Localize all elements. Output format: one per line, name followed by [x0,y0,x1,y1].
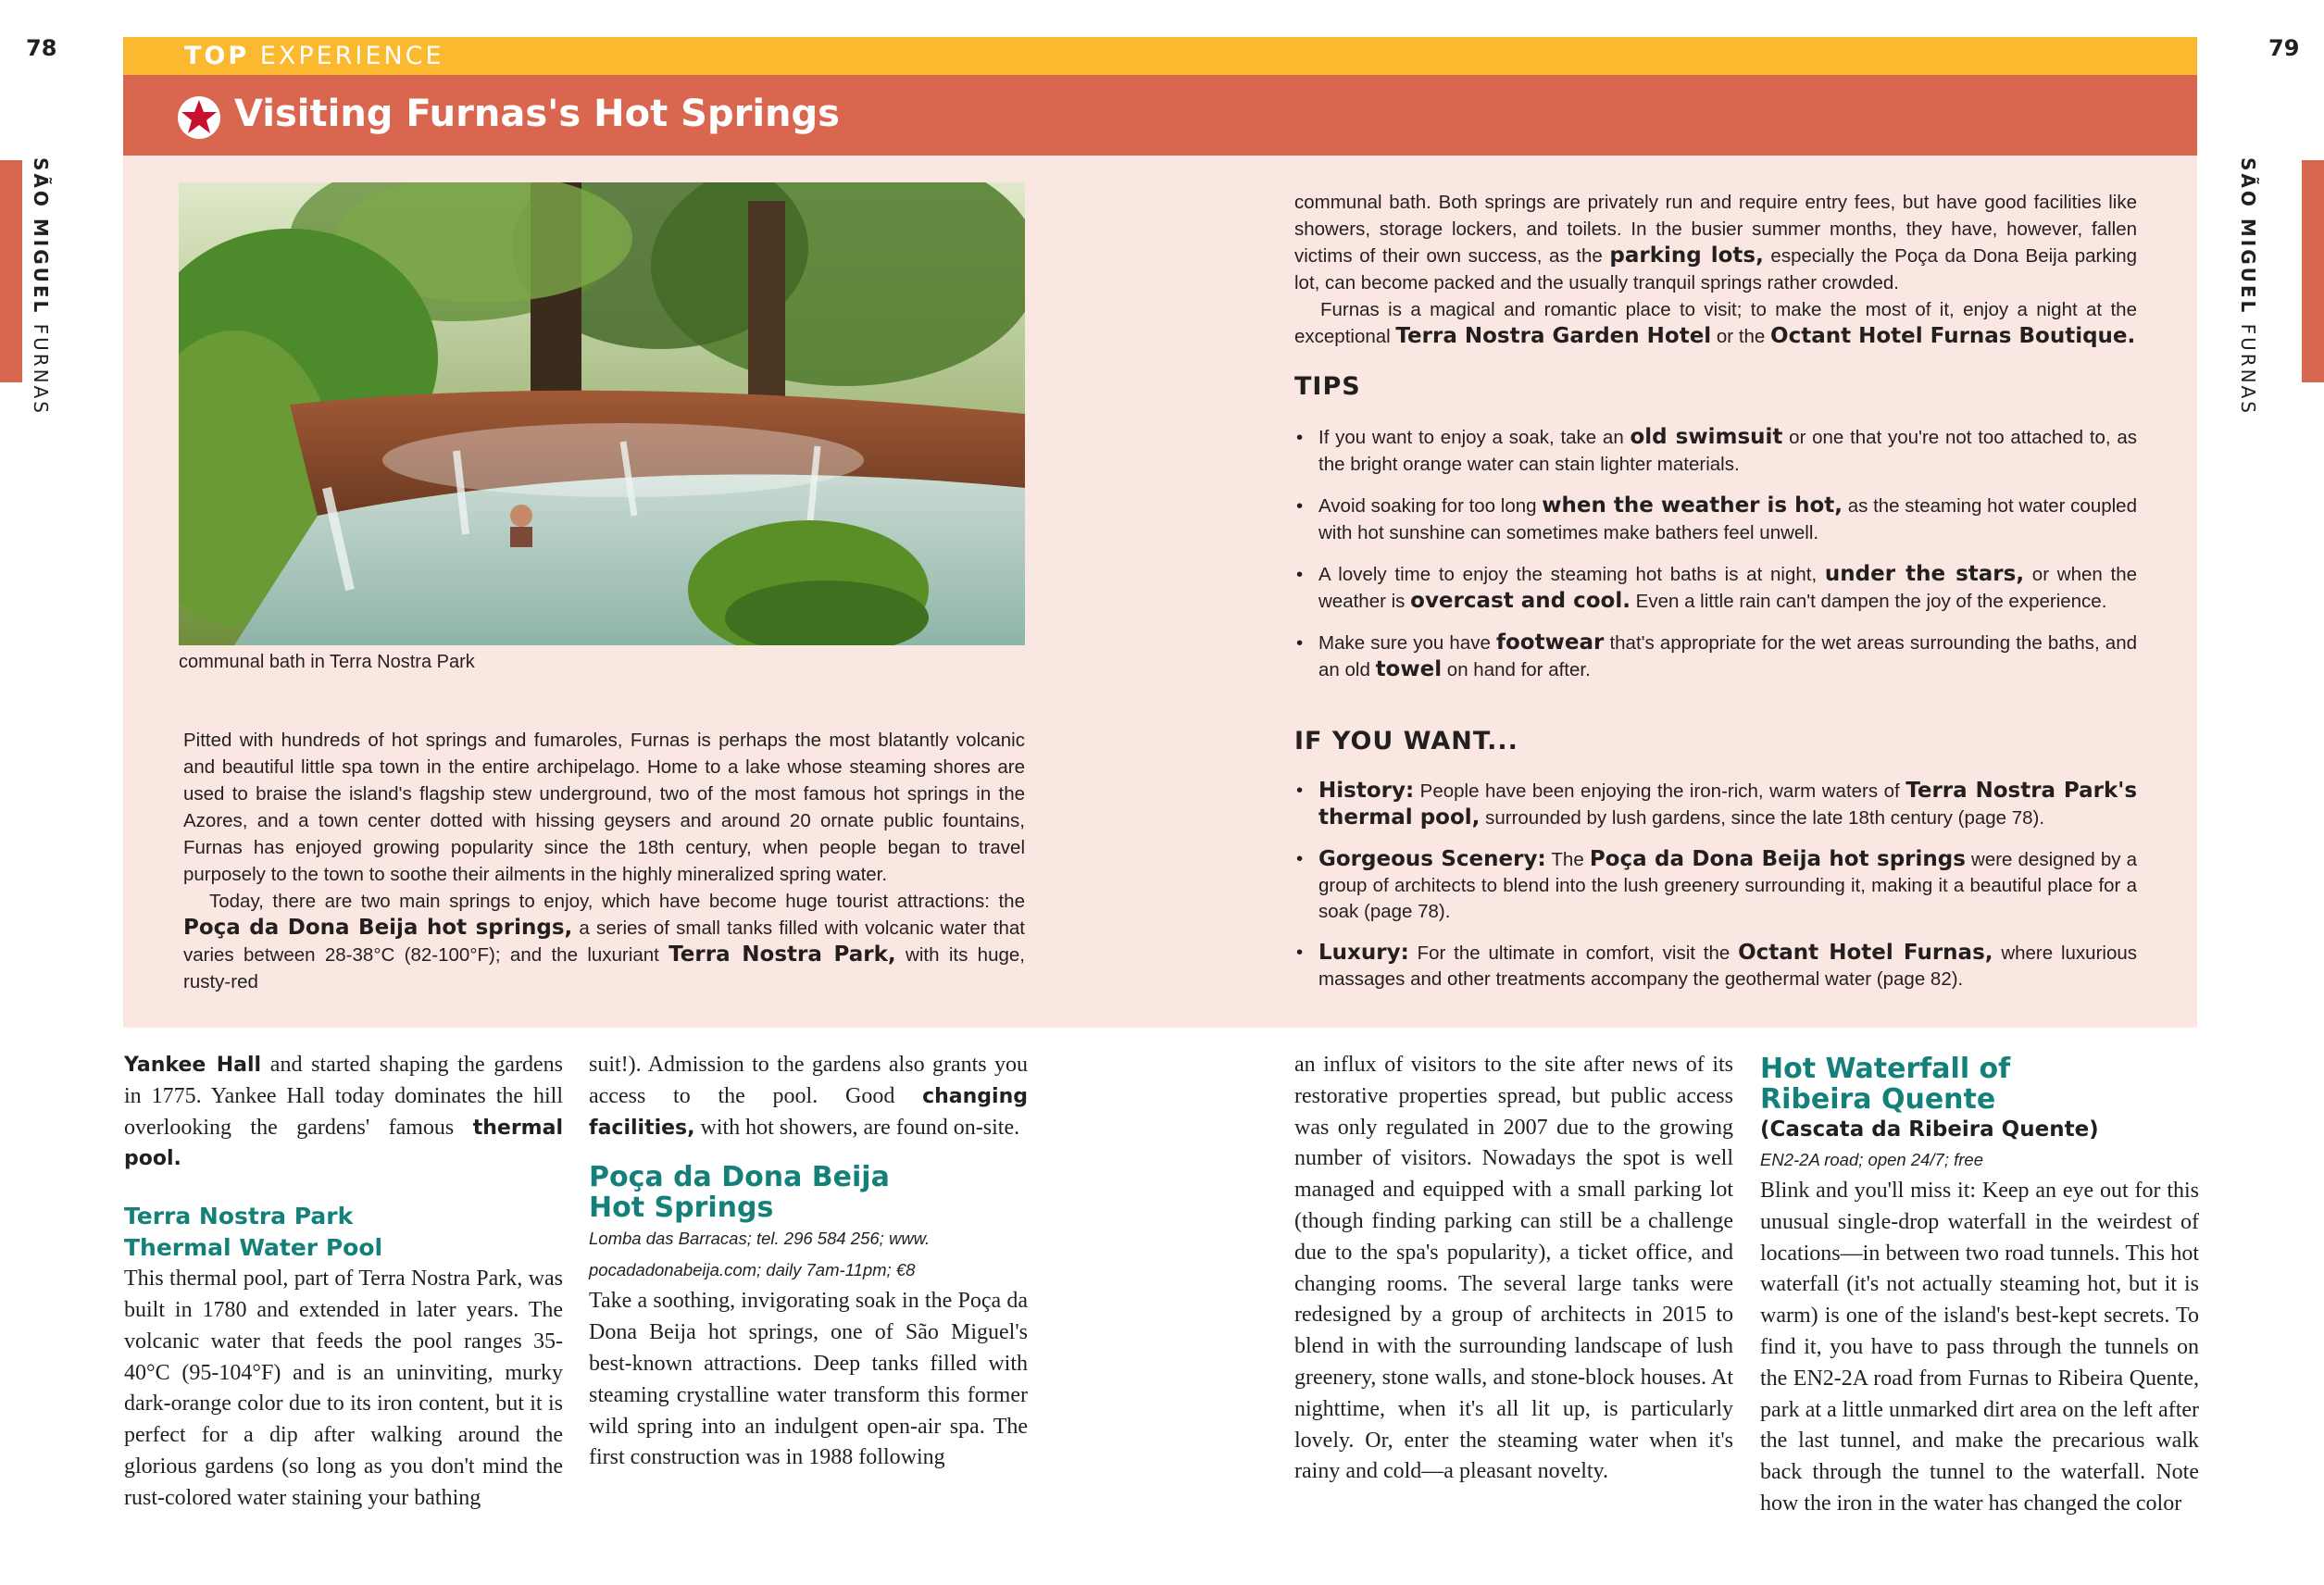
left-side-town: FURNAS [30,323,52,417]
waterfall-subtitle: (Cascata da Ribeira Quente) [1760,1117,2099,1142]
col2-paragraph-1: suit!). Admission to the gardens also grants you access to the pool. Good changing facilities, with hot showers, are found on-site. [589,1053,1028,1140]
body-column-3 [1294,1050,1733,1488]
intro-text [183,727,1025,995]
top-experience-label: TOP EXPERIENCE [184,42,444,70]
right-side-tab [2302,160,2324,382]
photo-caption: communal bath in Terra Nostra Park [179,652,475,672]
body-column-2 [589,1050,1028,1474]
top-experience-bar [123,37,2197,75]
poca-heading: Poça da Dona Beija Hot Springs [589,1161,890,1225]
right-side-label [2235,157,2261,416]
title-bar [123,75,2197,156]
body-column-1 [124,1050,563,1515]
page-title: Visiting Furnas's Hot Springs [234,93,840,135]
tip-item: • A lovely time to enjoy the steaming hot baths is at night, under the stars, or when the weather is overcast and cool. Even a little rain can't dampen the joy of the experience. [1294,561,2137,615]
left-side-label [28,157,54,416]
col3-paragraph-1: an influx of visitors to the site after news of its restorative properties spread, but public access was only regulated in 2007 due to the growing number of visitors. Nowadays the spot is well managed and equipped with a small parking lot (though finding parking can still be a challenge due to the spa's popularity), a ticket office, and changing rooms. The several large tanks were redesigned by a group of architects in 2015 to blend in with the surrounding landscape of lush greenery, stone walls, and stone-block houses. At nighttime, when it's all lit up, is particularly lovely. Or, enter the steaming water when it's rainy and cold—a pleasant novelty. [1294,1053,1733,1484]
hot-spring-photo [179,182,1025,645]
left-page-number: 78 [26,35,57,61]
want-item: • Luxury: For the ultimate in comfort, visit the Octant Hotel Furnas, where luxurious massages and other treatments accompany the geothermal water (page 82). [1294,940,2137,992]
tip-item: • If you want to enjoy a soak, take an old swimsuit or one that you're not too attached to, as the bright orange water can stain lighter materials. [1294,424,2137,478]
intro-continued [1294,189,2137,350]
col1-paragraph-2: This thermal pool, part of Terra Nostra Park, was built in 1780 and extended in later years. The volcanic water that feeds the pool ranges 35-40°C (95-104°F) and is an uninviting, murky dark-orange color due to its iron content, but it is perfect for a dip after walking around the glorious gardens (so long as you don't mind the rust-colored water staining your bathing [124,1267,563,1510]
intro-cont-paragraph-1: communal bath. Both springs are privately run and require entry fees, but have good facilities like showers, storage lockers, and toilets. In the busier summer months, they have, however, fallen victims of their own success, as the parking lots, especially the Poça da Dona Beija parking lot, can become packed and the usually tranquil springs rather crowded. [1294,192,2137,293]
intro-paragraph-2: Today, there are two main springs to enjoy, which have become huge tourist attractions: the Poça da Dona Beija hot springs, a series of small tanks filled with volcanic water that varies between 28-38°C (82-100°F); and the luxuriant Terra Nostra Park, with its huge, rusty-red [183,891,1025,992]
intro-paragraph-1: Pitted with hundreds of hot springs and fumaroles, Furnas is perhaps the most blatantly volcanic and beautiful little spa town in the entire archipelago. Home to a lake whose steaming shores are used to braise the island's flagship stew underground, two of the most famous hot springs in the Azores, and a town center dotted with hissing geysers and around 20 ornate public fountains, Furnas has enjoyed growing popularity since the 18th century, when people began to travel purposely to the town to soothe their ailments in the highly mineralized spring water. [183,730,1025,885]
want-item: • History: People have been enjoying the iron-rich, warm waters of Terra Nostra Park's thermal pool, surrounded by lush gardens, since the late 18th century (page 78). [1294,778,2137,831]
tips-list [1294,424,2137,698]
col2-paragraph-2: Take a soothing, invigorating soak in the Poça da Dona Beija hot springs, one of São Miguel's best-known attractions. Deep tanks filled with steaming crystalline water transform this former wild spring into an indulgent open-air spa. The first construction was in 1988 following [589,1289,1028,1470]
left-side-region: SÃO MIGUEL [30,157,52,316]
right-side-town: FURNAS [2237,323,2259,417]
if-you-want-heading: IF YOU WANT... [1294,727,1518,755]
tips-heading: TIPS [1294,372,1361,401]
col4-paragraph-1: Blink and you'll miss it: Keep an eye out for this unusual single-drop waterfall in the weirdest of locations—in between two road tunnels. This hot waterfall (it's not actually steaming hot, but it is warm) is one of the island's best-kept secrets. To find it, you have to pass through the tunnels on the EN2-2A road from Furnas to Ribeira Quente, park at a little unmarked dirt area on the left after the last tunnel, and make the precarious walk back through the tunnel to the waterfall. Note how the iron in the water has changed the color [1760,1179,2199,1516]
star-icon [176,94,222,141]
want-item: • Gorgeous Scenery: The Poça da Dona Beija hot springs were designed by a group of architects to blend into the lush greenery surrounding it, making it a beautiful place for a soak (page 78). [1294,846,2137,925]
tip-item: • Make sure you have footwear that's appropriate for the wet areas surrounding the baths, and an old towel on hand for after. [1294,630,2137,683]
tip-item: • Avoid soaking for too long when the weather is hot, as the steaming hot water coupled with hot sunshine can sometimes make bathers feel unwell. [1294,493,2137,546]
body-column-4 [1760,1054,2199,1520]
terra-nostra-heading: Terra Nostra Park Thermal Water Pool [124,1203,383,1262]
intro-cont-paragraph-2: Furnas is a magical and romantic place to visit; to make the most of it, enjoy a night at the exceptional Terra Nostra Garden Hotel or the Octant Hotel Furnas Boutique. [1294,299,2137,348]
right-side-region: SÃO MIGUEL [2237,157,2259,316]
waterfall-info: EN2-2A road; open 24/7; free [1760,1150,1983,1169]
if-you-want-list [1294,778,2137,1007]
left-side-tab [0,160,22,382]
poca-info: Lomba das Barracas; tel. 296 584 256; www. pocadadonabeija.com; daily 7am-11pm; €8 [589,1229,931,1280]
col1-paragraph-1: Yankee Hall and started shaping the gardens in 1775. Yankee Hall today dominates the hill overlooking the gardens' famous thermal pool. [124,1053,563,1171]
waterfall-heading: Hot Waterfall of Ribeira Quente [1760,1053,2011,1116]
right-page-number: 79 [2268,35,2300,61]
